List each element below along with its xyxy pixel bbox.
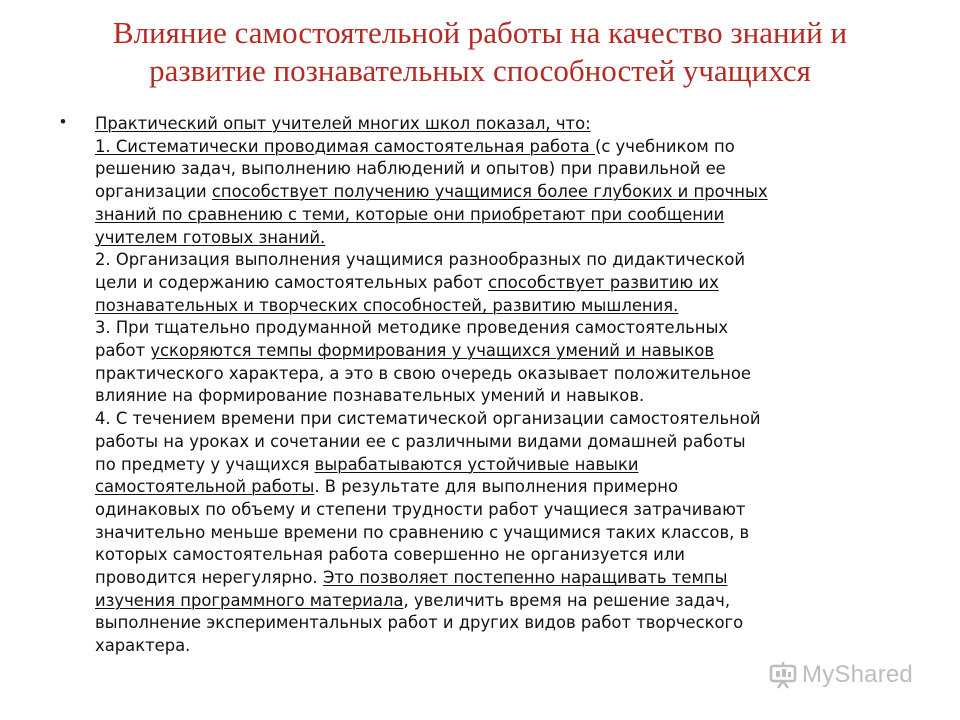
body-line [95, 499, 875, 522]
text-segment: . В результате для выполнения примерно [314, 477, 679, 497]
text-segment: по предмету у учащихся [95, 454, 315, 474]
body-line [95, 181, 875, 204]
text-segment: проводится нерегулярно. [95, 568, 323, 588]
text-segment: характера. [95, 636, 191, 656]
body-line [95, 408, 875, 431]
body-line [95, 227, 875, 250]
underlined-text: Это позволяет постепенно наращивать темпы [322, 568, 728, 588]
body-line [95, 590, 875, 613]
body-line [95, 249, 875, 272]
text-segment: которых самостоятельная работа совершенно не организуется или [95, 545, 685, 565]
body-line [95, 158, 875, 181]
text-segment: работы на уроках и сочетании ее с различными видами домашней работы [95, 431, 746, 451]
text-segment: 3. При тщательно продуманной методике проведения самостоятельных [95, 318, 729, 338]
underlined-text: 1. Систематически проводимая самостоятельная работа [95, 136, 595, 156]
body-line [95, 113, 875, 136]
underlined-text: вырабатываются устойчивые навыки [314, 454, 639, 474]
text-segment: значительно меньше времени по сравнению с учащимися таких классов, в [95, 522, 750, 542]
slide-title [60, 14, 900, 90]
body-line [95, 317, 875, 340]
bullet-marker: • [60, 112, 66, 131]
watermark-logo [768, 657, 928, 693]
body-line [95, 476, 875, 499]
body-line [95, 363, 875, 386]
underlined-text: способствует развитию их [488, 272, 719, 292]
body-line [95, 204, 875, 227]
text-segment: практического характера, а это в свою очередь оказывает положительное [95, 363, 751, 383]
slide-title-line-1: Влияние самостоятельной работы на качество знаний и [112, 15, 848, 50]
underlined-text: знаний по сравнению с теми, которые они приобретают при сообщении [95, 204, 725, 224]
body-line [95, 385, 875, 408]
text-segment: , увеличить время на решение задач, [403, 590, 731, 610]
slide-body-text [95, 113, 875, 658]
body-line [95, 612, 875, 635]
body-line [95, 522, 875, 545]
slide-title-line-2: развитие познавательных способностей учащихся [149, 53, 811, 88]
text-segment: работ [95, 341, 151, 361]
body-line [95, 295, 875, 318]
text-segment: влияние на формирование познавательных умений и навыков. [95, 386, 645, 406]
body-line [95, 454, 875, 477]
text-segment: решению задач, выполнению наблюдений и опытов) при правильной ее [95, 159, 726, 179]
watermark-text: MyShared [802, 661, 913, 688]
text-segment: (с учебником по [594, 136, 735, 156]
body-line [95, 567, 875, 590]
text-segment: 4. С течением времени при систематической организации самостоятельной [95, 409, 761, 429]
body-line [95, 635, 875, 658]
text-segment: 2. Организация выполнения учащимися разнообразных по дидактической [95, 250, 746, 270]
underlined-text: познавательных и творческих способностей, развитию мышления. [95, 295, 679, 315]
body-line [95, 340, 875, 363]
underlined-text: способствует получению учащимися более глубоких и прочных [211, 182, 768, 202]
underlined-text: учителем готовых знаний. [95, 227, 326, 247]
text-segment: цели и содержанию самостоятельных работ [95, 272, 489, 292]
body-line [95, 136, 875, 159]
text-segment: одинаковых по объему и степени трудности работ учащиеся затрачивают [95, 499, 746, 519]
underlined-text: изучения программного материала [95, 590, 404, 610]
presentation-icon [768, 660, 798, 690]
text-segment: выполнение экспериментальных работ и других видов работ творческого [95, 613, 744, 633]
underlined-text: Практический опыт учителей многих школ показал, что: [95, 114, 591, 133]
body-line [95, 544, 875, 567]
body-line [95, 272, 875, 295]
underlined-text: ускоряются темпы формирования у учащихся умений и навыков [150, 341, 714, 361]
body-line [95, 431, 875, 454]
text-segment: организации [95, 182, 212, 202]
underlined-text: самостоятельной работы [95, 477, 315, 497]
